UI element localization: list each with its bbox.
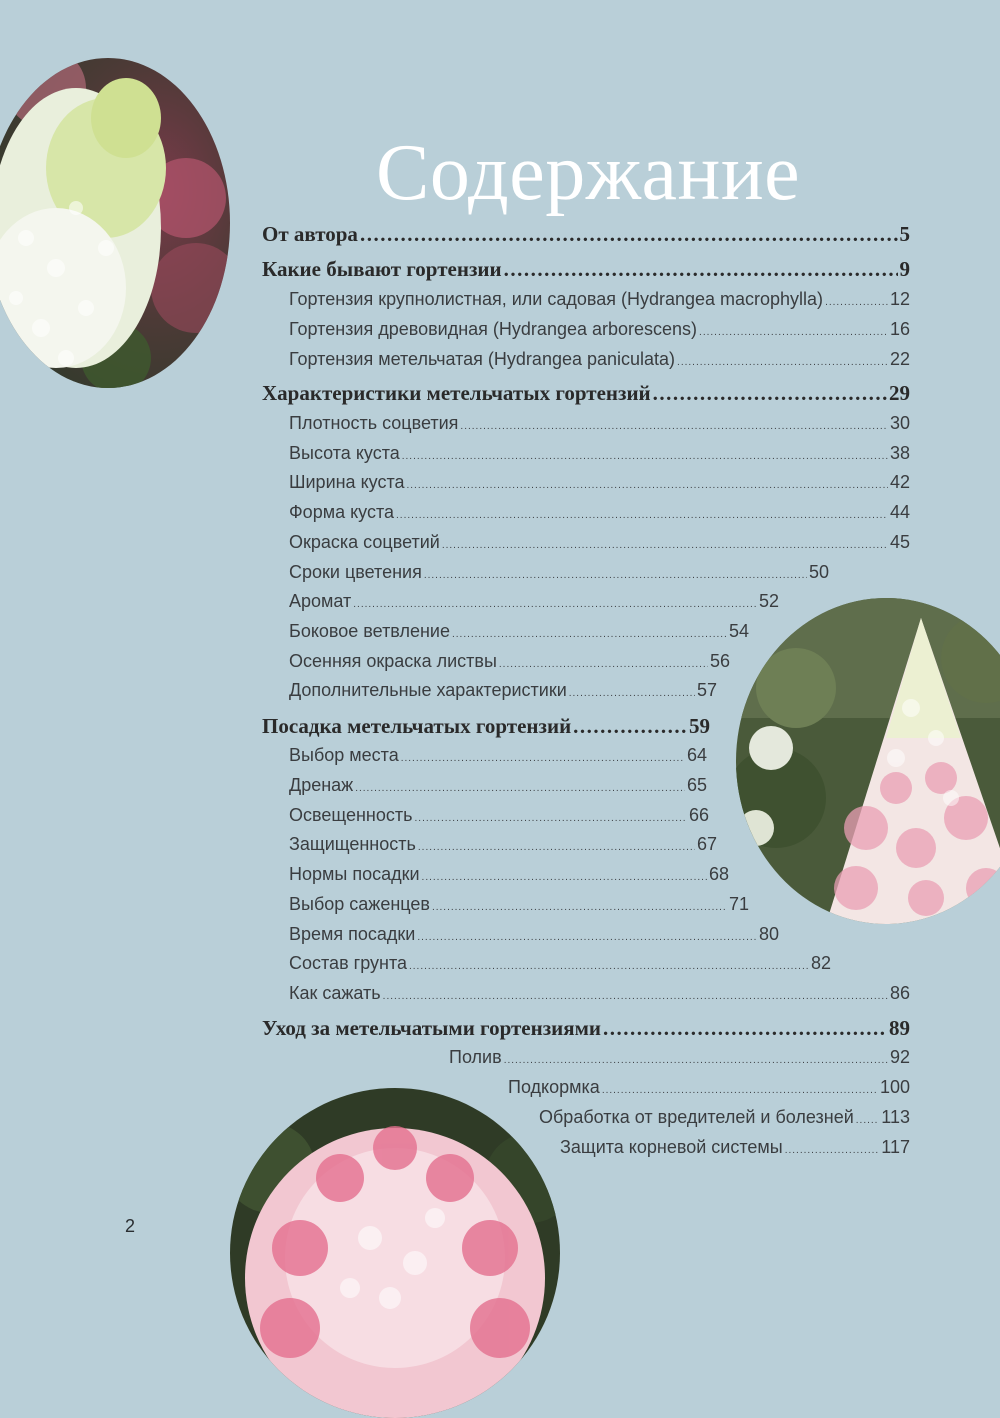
page-number: 2 [125,1216,136,1236]
toc-item[interactable] [449,1047,910,1077]
toc-page-number: 82 [810,953,831,973]
page-title: Содержание [376,129,801,217]
toc-leader [825,297,888,308]
toc-label: Подкормка [508,1077,600,1097]
toc-label: Состав грунта [289,953,407,973]
hydrangea-photo-pink-cone [736,598,1000,924]
toc-item[interactable] [289,680,717,710]
toc-label: Боковое ветвление [289,621,450,641]
toc-leader [460,421,888,432]
toc-page-number: 80 [758,924,779,944]
toc-page-number: 65 [686,775,707,795]
toc-item[interactable] [289,924,779,954]
toc-page-number: 56 [709,651,730,671]
toc-section[interactable] [262,257,910,287]
toc-leader [699,327,888,338]
toc-leader [402,451,888,462]
toc-leader [442,540,888,551]
toc-leader [360,222,898,247]
toc-page-number: 59 [689,714,710,738]
toc-item[interactable] [289,894,749,924]
toc-page-number: 38 [889,443,910,463]
toc-item[interactable] [289,864,729,894]
toc-label: Защищенность [289,834,416,854]
toc-label: Характеристики метельчатых гортензий [262,381,651,405]
toc-page-number: 66 [688,805,709,825]
toc-leader [407,480,888,491]
toc-label: Какие бывают гортензии [262,257,502,281]
toc-item[interactable] [289,651,730,681]
toc-page-number: 100 [879,1077,910,1097]
toc-leader [856,1115,880,1126]
toc-page-number: 68 [708,864,729,884]
toc-page-number: 22 [889,349,910,369]
toc-label: Уход за метельчатыми гортензиями [262,1016,602,1040]
toc-label: Выбор саженцев [289,894,430,914]
toc-label: Освещенность [289,805,413,825]
toc-page-number: 117 [881,1137,910,1157]
toc-item[interactable] [289,834,717,864]
toc-item[interactable] [289,805,709,835]
toc-item[interactable] [289,289,910,319]
toc-leader [653,381,887,406]
toc-leader [353,599,757,610]
hydrangea-photo-white [0,58,230,388]
toc-leader [422,872,707,883]
toc-item[interactable] [289,775,707,805]
toc-leader [504,1055,888,1066]
toc-leader [504,257,898,282]
toc-page-number: 50 [808,562,829,582]
toc-page-number: 89 [889,1016,910,1040]
toc-page-number: 5 [899,222,910,246]
toc-page-number: 52 [758,591,779,611]
toc-label: Посадка метельчатых гортензий [262,714,572,738]
toc-item[interactable] [289,591,779,621]
toc-page-number: 64 [686,745,707,765]
toc-label: Ширина куста [289,472,405,492]
toc-label: Время посадки [289,924,416,944]
toc-item[interactable] [289,562,829,592]
toc-item[interactable] [289,953,831,983]
toc-label: Высота куста [289,443,400,463]
toc-label: Сроки цветения [289,562,422,582]
toc-leader [415,813,687,824]
toc-page-number: 92 [889,1047,910,1067]
toc-leader [396,510,888,521]
toc-leader [677,357,888,368]
toc-page-number: 86 [889,983,910,1003]
toc-label: Полив [449,1047,502,1067]
toc-section[interactable] [262,381,910,411]
toc-page-number: 67 [696,834,717,854]
toc-label: Аромат [289,591,352,611]
toc-label: Осенняя окраска листвы [289,651,497,671]
toc-leader [355,783,685,794]
toc-item[interactable] [289,983,910,1013]
toc-label: От автора [262,222,358,246]
toc-page-number: 57 [696,680,717,700]
toc-item[interactable] [289,745,707,775]
toc-item[interactable] [508,1077,910,1107]
toc-item[interactable] [289,413,910,443]
toc-leader [432,902,727,913]
toc-page-number: 42 [889,472,910,492]
toc-leader [417,932,757,943]
toc-leader [418,842,695,853]
toc-label: Дополнительные характеристики [289,680,567,700]
toc-leader [424,570,807,581]
toc-label: Как сажать [289,983,381,1003]
toc-label: Обработка от вредителей и болезней [539,1107,854,1127]
toc-label: Защита корневой системы [560,1137,783,1157]
toc-leader [383,991,888,1002]
toc-page-number: 9 [899,257,910,281]
toc-section[interactable] [262,1016,910,1046]
toc-page-number: 29 [889,381,910,405]
toc-page-number: 113 [881,1107,910,1127]
toc-page-number: 54 [728,621,749,641]
toc-page-number: 12 [889,289,910,309]
toc-page-number: 30 [889,413,910,433]
toc-item[interactable] [289,532,910,562]
toc-label: Нормы посадки [289,864,420,884]
toc-label: Выбор места [289,745,399,765]
toc-item[interactable] [289,443,910,473]
toc-page-number: 71 [728,894,749,914]
toc-label: Окраска соцветий [289,532,440,552]
toc-item[interactable] [539,1107,910,1137]
toc-page-number: 45 [889,532,910,552]
toc-leader [409,961,809,972]
toc-leader [569,688,695,699]
toc-item[interactable] [560,1137,910,1167]
toc-page-number: 44 [889,502,910,522]
toc-leader [401,753,685,764]
toc-leader [499,659,708,670]
toc-label: Гортензия метельчатая (Hydrangea paniculata) [289,349,676,369]
toc-leader [573,714,687,739]
toc-item[interactable] [289,349,910,379]
toc-label: Дренаж [289,775,354,795]
toc-item[interactable] [289,621,749,651]
toc-section[interactable] [262,222,910,252]
toc-leader [785,1145,880,1156]
hydrangea-photo-pink-round [230,1088,560,1418]
toc-label: Гортензия крупнолистная, или садовая (Hydrangea macrophylla) [289,289,824,309]
toc-label: Плотность соцветия [289,413,459,433]
toc-label: Гортензия древовидная (Hydrangea arborescens) [289,319,698,339]
toc-leader [452,629,727,640]
toc-item[interactable] [289,472,910,502]
toc-item[interactable] [289,319,910,349]
toc-page-number: 16 [889,319,910,339]
toc-section[interactable] [262,714,710,744]
toc-leader [602,1085,878,1096]
toc-leader [603,1016,887,1041]
toc-item[interactable] [289,502,910,532]
toc-label: Форма куста [289,502,395,522]
